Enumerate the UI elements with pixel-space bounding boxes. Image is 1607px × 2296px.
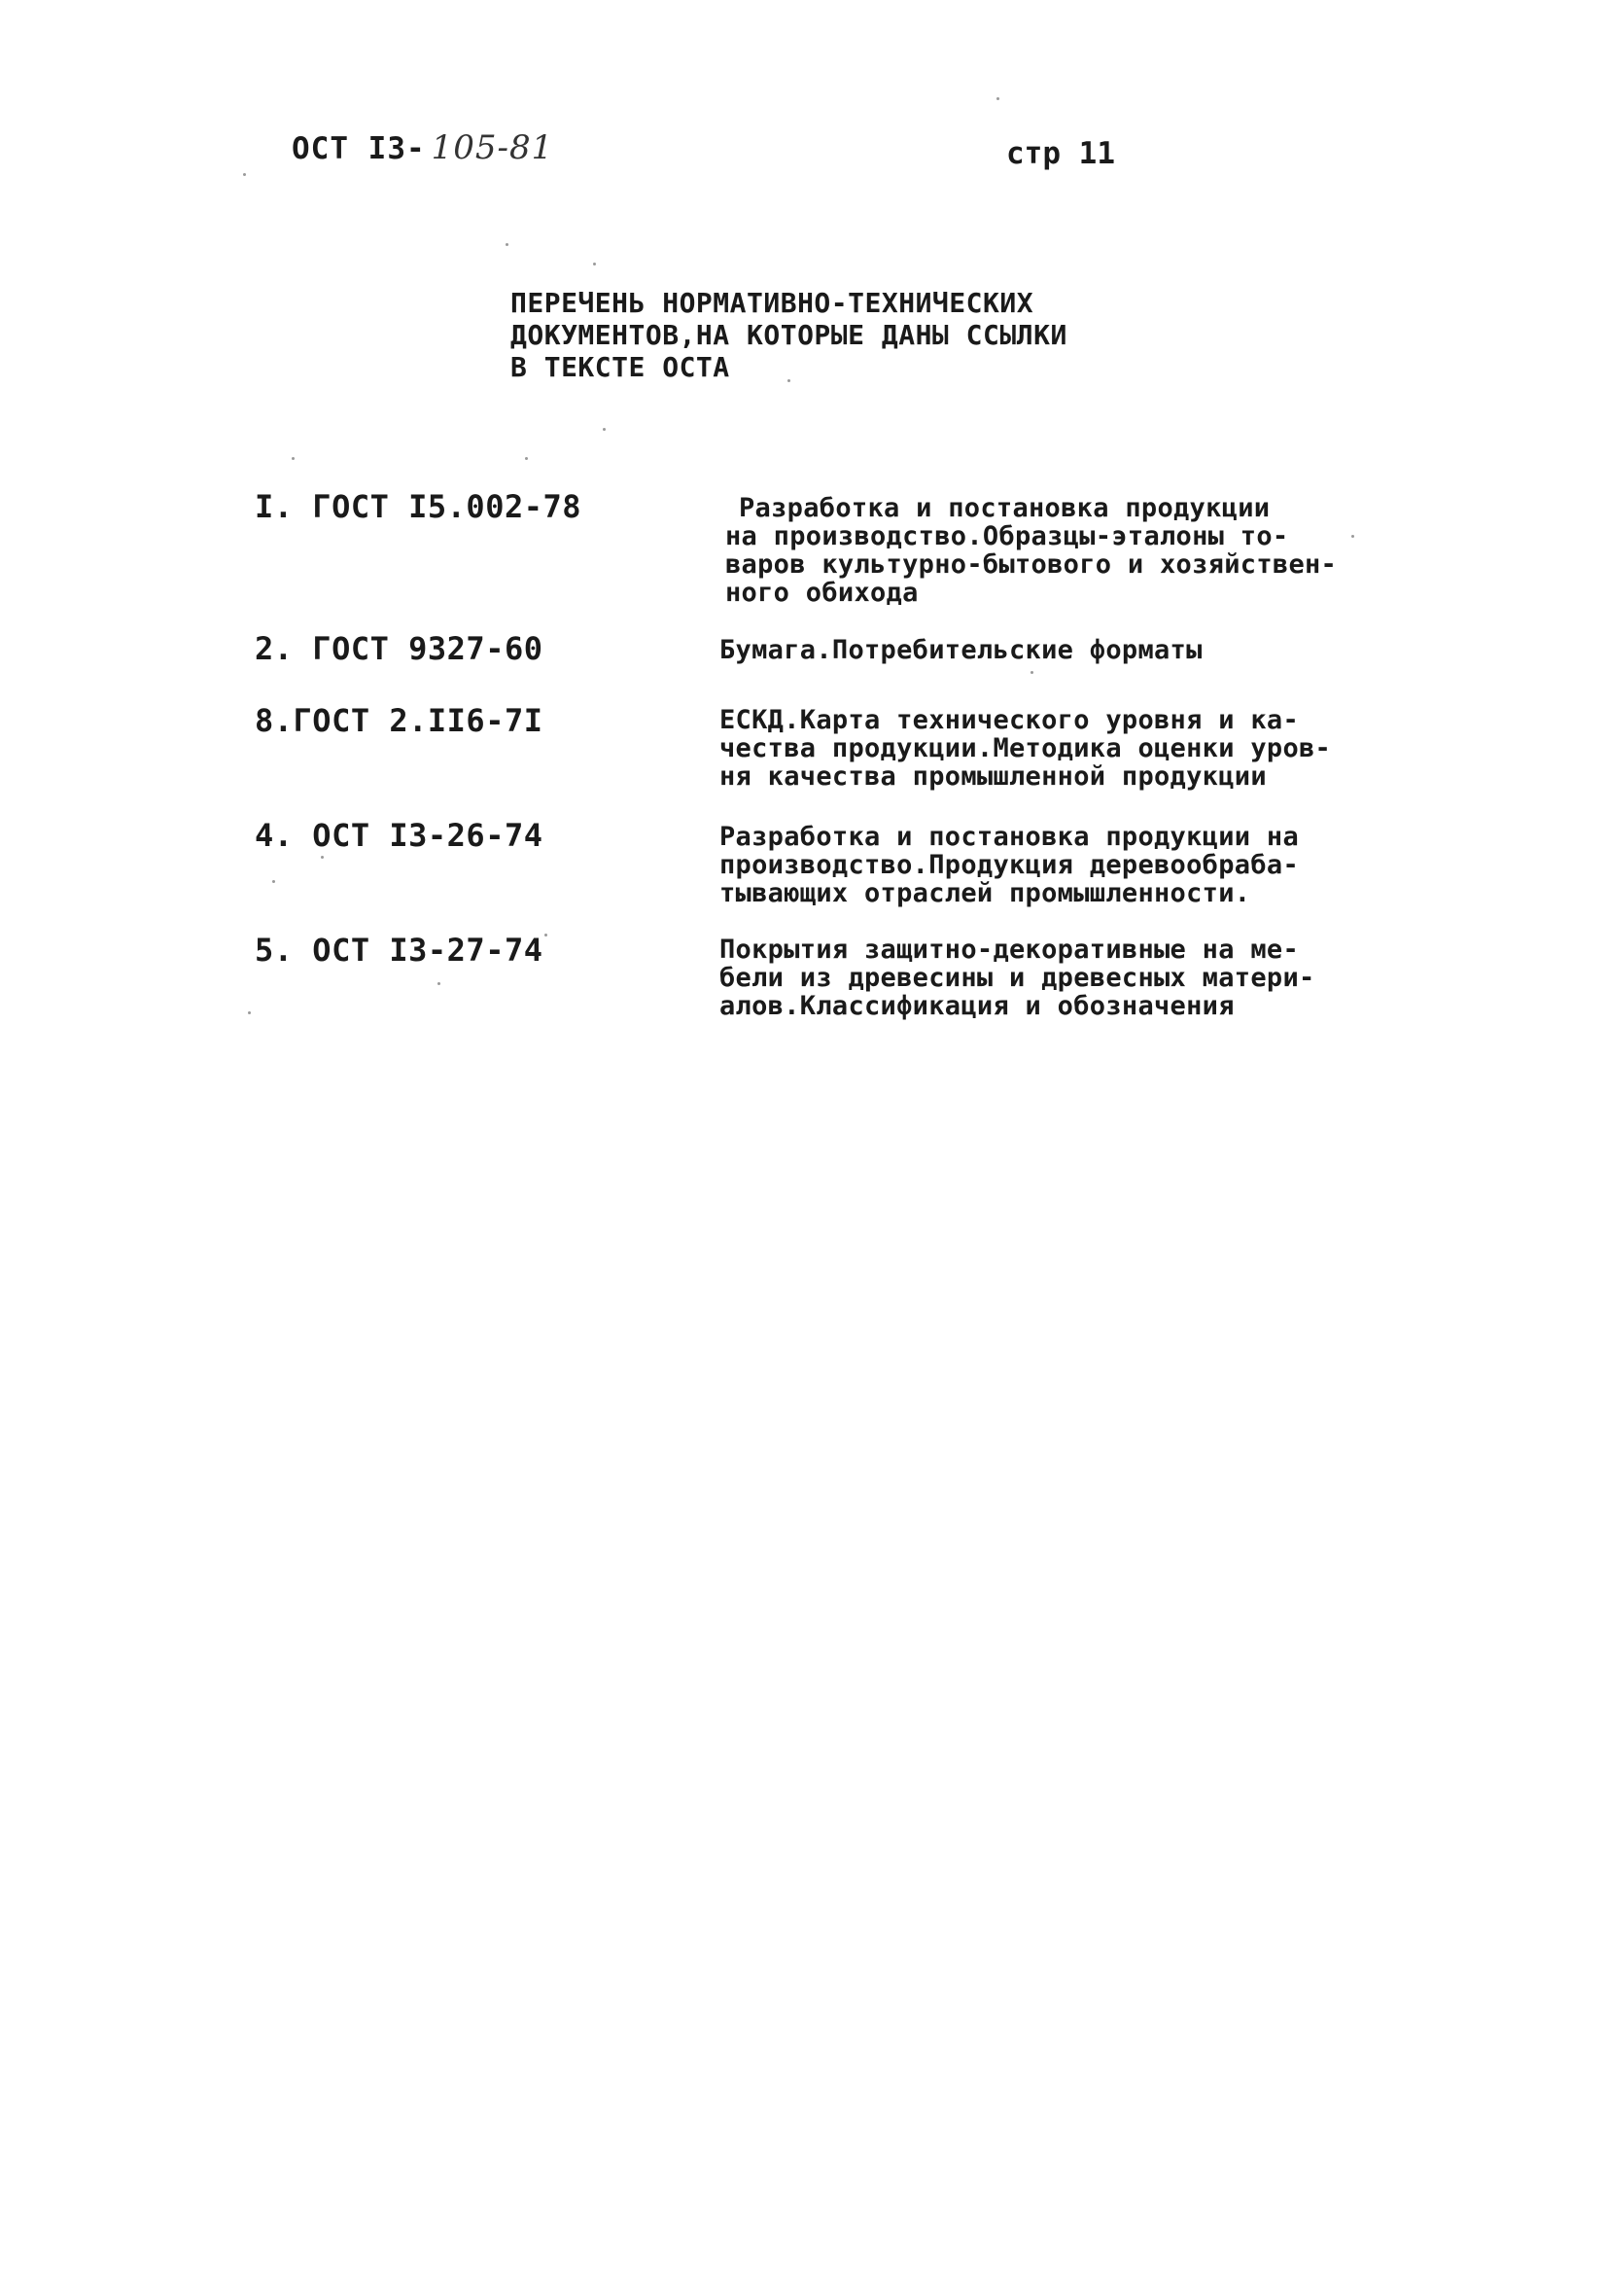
reference-number: 4. ОСТ I3-26-74 xyxy=(255,817,543,854)
reference-description-line: Бумага.Потребительские форматы xyxy=(719,635,1203,665)
reference-description-line: Покрытия защитно-декоративные на ме- xyxy=(719,935,1299,965)
scan-speck xyxy=(506,243,508,246)
scan-speck xyxy=(248,1011,251,1014)
reference-description-line: бели из древесины и древесных матери- xyxy=(719,963,1315,993)
title-line: ДОКУМЕНТОВ,НА КОТОРЫЕ ДАНЫ ССЫЛКИ xyxy=(510,319,1067,351)
reference-description xyxy=(719,823,1400,907)
reference-description-line: ЕСКД.Карта технического уровня и ка- xyxy=(719,705,1299,735)
scan-speck xyxy=(321,856,324,859)
scan-speck xyxy=(525,457,528,460)
scan-speck xyxy=(1031,671,1033,674)
reference-description xyxy=(719,706,1400,791)
scan-speck xyxy=(544,934,547,936)
scan-speck xyxy=(272,880,275,883)
reference-description-line: Разработка и постановка продукции на xyxy=(719,822,1299,852)
reference-description-line: варов культурно-бытового и хозяйствен- xyxy=(725,549,1338,580)
reference-description-line: чества продукции.Методика оценки уров- xyxy=(719,733,1332,763)
reference-description-line: на производство.Образцы-эталоны то- xyxy=(725,521,1289,551)
document-number-prefix: ОСТ I3- xyxy=(292,131,426,166)
scan-speck xyxy=(292,457,295,460)
title-line: ПЕРЕЧЕНЬ НОРМАТИВНО-ТЕХНИЧЕСКИХ xyxy=(510,287,1034,319)
reference-description-line: Разработка и постановка продукции xyxy=(739,493,1271,523)
scan-speck xyxy=(603,428,606,431)
reference-description-line: ного обихода xyxy=(725,578,919,608)
scan-speck xyxy=(996,97,999,100)
reference-description xyxy=(719,494,1400,607)
reference-number: 5. ОСТ I3-27-74 xyxy=(255,932,543,969)
reference-number: 8.ГОСТ 2.II6-7I xyxy=(255,702,543,739)
reference-number: I. ГОСТ I5.002-78 xyxy=(255,488,582,525)
scan-speck xyxy=(1351,535,1354,538)
reference-description xyxy=(719,636,1400,664)
page-number: стр 11 xyxy=(1006,136,1115,171)
reference-description-line: производство.Продукция деревообраба- xyxy=(719,850,1299,880)
reference-description-line: тывающих отраслей промышленности. xyxy=(719,878,1251,908)
reference-description-line: алов.Классификация и обозначения xyxy=(719,991,1235,1021)
scan-speck xyxy=(437,982,440,985)
scan-speck xyxy=(787,379,790,382)
title-line: В ТЕКСТЕ ОСТА xyxy=(510,351,730,383)
document-number-handwritten: 105-81 xyxy=(431,128,554,167)
scan-speck xyxy=(243,173,246,176)
reference-description-line: ня качества промышленной продукции xyxy=(719,761,1267,792)
reference-number: 2. ГОСТ 9327-60 xyxy=(255,630,543,667)
scan-speck xyxy=(593,263,596,265)
reference-description xyxy=(719,936,1400,1020)
